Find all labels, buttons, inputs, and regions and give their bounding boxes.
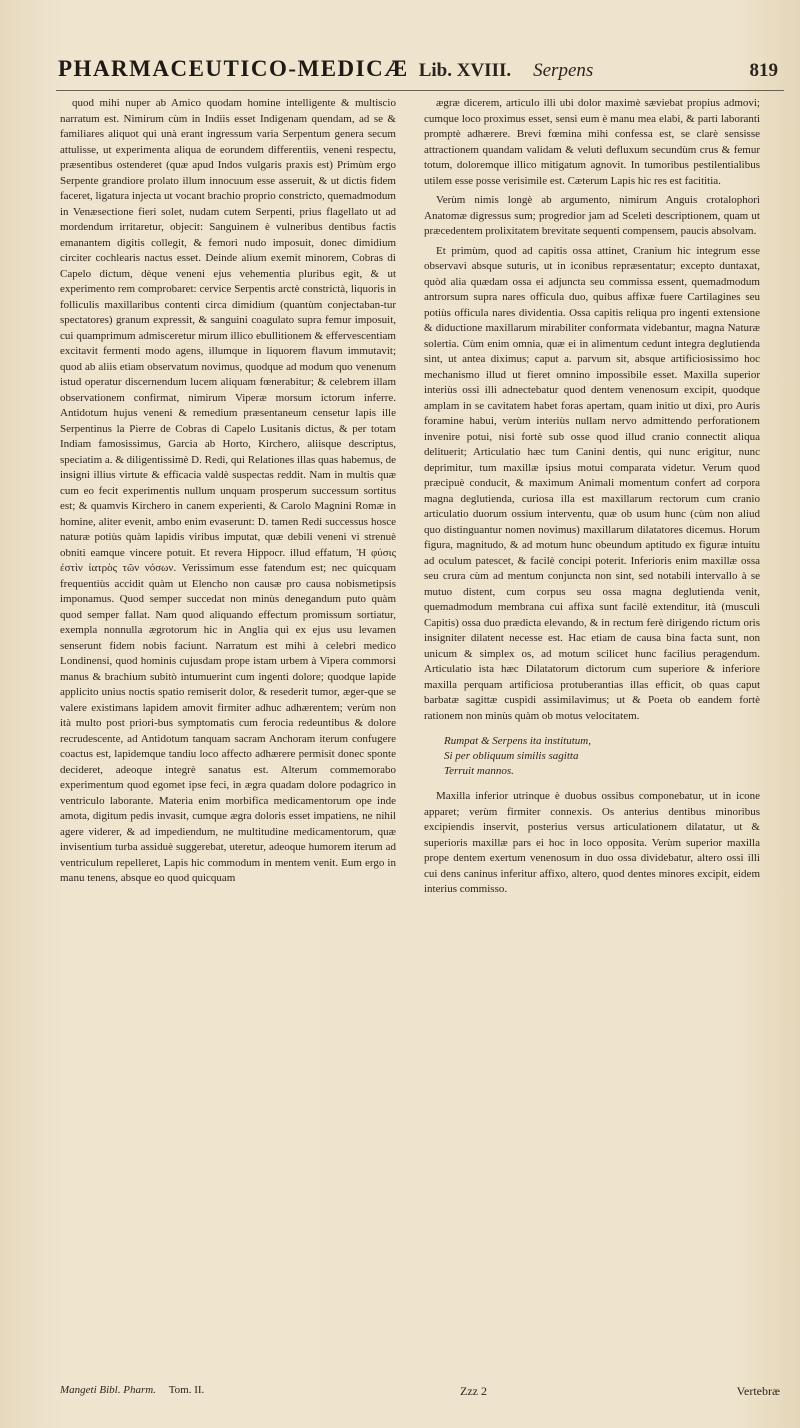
verse-line: Si per obliquum similis sagitta (444, 750, 579, 762)
catchword: Vertebræ (736, 1384, 780, 1398)
running-head (58, 56, 778, 90)
paragraph: Maxilla inferior utrinque è duobus ossibus componebatur, ut in icone apparet; verùm firmiter connexis. Os anterius dentibus minoribus excipiendis inservit, posterius versus articulationem dilatatur, ut & superioris maxillæ pars ei hoc in loco opposita. Verùm superior maxilla prope dentem exertum venenosum in duo ossa dividebatur, altero ossi illi cui dens caninus inferitur affixo, altero, quod dentes minores excipit, eidem interius commisso. (424, 790, 760, 895)
volume-label: Tom. II. (168, 1384, 205, 1396)
paragraph: Verùm nimis longè ab argumento, nimirum Anguis crotalophori Anatomæ digressus sum; progredior jam ad Sceleti descriptionem, quam ut præcedentem prolixitatem brevitate sequenti compensem, paucis absolvam. (424, 194, 760, 237)
paragraph: quod mihi nuper ab Amico quodam homine intelligente & multiscio narratum est. Nimirum cùm in Indiis esset Indigenam quendam, ad se & familiares aliquot qui unà erant ingressum varia Serpentum genera secum attulisse, ut experimenta aliqua de eorundem differentiis, veneni respectu, præsentibus ostenderet (quæ apud Indos vulgaris praxis est) Primùm ergo Serpente grandiore prolato illum innocuum esse asseruit, & ut dictis fidem faceret, ligatura injecta ut vocant brachio proprio constricto, quemadmodum in Venæsectione fieri solet, nudam cutem Serpenti, prius flagellato ut ad mordendum irritaretur, objecit: Sanguinem è vulneribus dentibus factis emanantem digitis collegit, & femori nudo imposuit, donec dimidium circiter cochlearis nactus esset. Deinde alium exemit minorem, Cobras di Capelo dictum, dèque veneni ejus vehementia pluribus egit, & ut experimento rem comprobaret: cervice Serpentis arctè constrictà, liquoris in folliculis maxillaribus contenti circa dimidium (quantùm conjectaban-tur spectatores) granum expressit, & sanguini coagulato supra femur imposuit, cui quamprimum admisceretur mirum illico ebullitionem & effervescentiam excitavit fermenti modo agens, illumque in liquorem flavum immutavit; quod ab aliis etiam observatum novimus, quodque ad modum quo venenum istud operatur discernendum lucem aliquam fœnerabitur; & celebrem illam observationem confirmat, nimirum Viperæ morsum ictorum inferre. Antidotum hujus veneni & remedium præsentaneum censetur lapis ille Serpentinus la Pierre de Cobras di Capelo Lusitanis dictus, & per totam Indiam famosissimus, Garcia ab Horto, Kirchero, aliisque descriptus, speciatim a. & diligentissimè D. Redi, qui Relationes illas quas habemus, de insigni illius virtute & efficacia valdè suspectas reddit. Nam in multis quæ cum eo fecit experimentis nullum unquam prosperum successum sortitus est; & quamvis Kirchero in canem experienti, & Carolo Magnini Romæ in homine, aliter evenit, ambo enim evaserunt: D. tamen Redi successus hosce naturæ potiùs quàm lapidis viribus imputat, quæ debili veneni vi strenuè obniti eamque vincere potuit. Et revera Hippocr. illud effatum, Ἡ φύσις ἐστὶν ἰατρὸς τῶν νόσων. Verissimum esse fatendum est; nec quicquam frequentiùs accidit quàm ut Elencho non causæ pro causa nobismetipsis imponamus. Quod semper succedat non minùs denegandum puto quàm quod semper fallat. Nam quod aliquando effectum promissum sortiatur, exempla nonnulla ægrotorum hic in Anglia qui ex ejus usu levamen senserunt fidem nobis faciunt. Narratum est mihi à celebri medico Londinensi, quod hominis cujusdam prope istam urbem à Vipera commorsi manus & brachium subitò intumuerint cum ingenti dolore; quodque lapide applicito unius noctis spatio remiserit dolor, & resederit tumor, æger-que se valere existimans lapidem amovit firmiter adhuc adhærentem; verùm non ità multo post priori-bus symptomatis cum ferocia redeuntibus & dolore recrudescente, ad Antidotum tanquam sacram Anchoram iterum confugere coactus est, lapidemque tandiu loco affecto adhærere permisit donec sponte decideret, adeoque integrè sanatus est. Alterum commemorabo experimentum quod egomet ipse feci, in ægra quadam dolore podagrico in ventriculo laborante. Materia enim morbifica medicamentorum ope inde amota, digitum pedis invasit, cumque ægra doloris esset impatiens, ne nihil agere viderer, & ad impediendum, ne multitudine medicamentorum, quæ invisentium turba assiduè suggerebat, uteretur, adeoque humorem iterum ad ventriculum repelleret, Lapis hic commodum in mentem venit. Eum ergo in manu tenens, absque eo quod quicquam (60, 97, 396, 884)
verse-line: Terruit mannos. (444, 765, 514, 777)
book-number: Lib. XVIII. (418, 60, 512, 81)
verse-quotation (444, 734, 760, 779)
right-column (424, 96, 760, 1406)
left-column (60, 96, 396, 1406)
signature-mark: Zzz 2 (460, 1384, 487, 1398)
paragraph: Et primùm, quod ad capitis ossa attinet, Cranium hic integrum esse observavi absque suturis, ut in iconibus repræsentatur; excepto duntaxat, quòd alia quædam ossa ei adjuncta seu commissa essent, quemadmodum antrorsum supra nares officula duo, quibus affixæ fuere Cartilagines seu potiùs officula nares dividentia. Ossa capitis reliqua pro ingenti extensione & diductione maxillarum mirabiliter conformata videbantur, magna Naturæ solertia. Cùm enim omnia, quæ ei in alimentum cedunt integra deglutienda sint, ut antea diximus; caput a. parvum sit, absque artificiosissimo hoc mechanismo illud ut fieret omnino impossibile esset. Maxilla superior interiùs ossi illi adnectebatur quod dentem venenosum excipit, quodque amplam in se cavitatem habet foras apertam, quam initio ut dixi, pro Auris foramine habui, verùm interiùs nullam nervo admittendo perforationem invenire potui, nisi fortè sub osse quod illud cranio connectit aliqua delituerit; Articulatio hæc tum Canini dentis, qui nunc erigitur, nunc deprimitur, tum maxillæ ipsius motui comparata videtur. Verum quod præcipuè conducit, & maximum Animali momentum confert ad corpora magna deglutienda, curiosa illa est maxillarum rectorum cum cranio articulatio duorum ossium interventu, quæ ob usum hunc (cùm non aliud quo distinguantur nomen novimus) maxillarum dilatatores dicemus. Horum figura, magnitudo, & ad motum hunc obeundum aptitudo ex figuræ intuitu ad oculum patescet, & facilè concipi poterit. Inferioris enim maxillæ ossa seu crura cùm ad mentum conjuncta non sint, sed notabili intervallo à se mutuo distent, cum corpus seu ossa magna deglutienda venit, quemadmodum membrana cui affixa sunt facilè extenditur, ità (musculi Capitis) ossa duo prædicta elevando, & in rectum ferè dirigendo rictum oris insigniter dilatent necesse est. Hac etiam de causa bina facta sunt, non unicum & simplex os, ad motum scilicet hunc facilius peragendum. Articulatio ista hæc Dilatatorum dictorum cum superiore & inferiore maxilla perquam artificiosa protuberantias illas efficit, ob quas caput barbatæ sagittæ cuspidi assimilavimus; ut & Poeta ob eandem fortè rationem non minùs quàm ob motus velocitatem. (424, 244, 760, 722)
footer-source (60, 1384, 204, 1396)
footer-signature (460, 1384, 780, 1399)
source-title: Mangeti Bibl. Pharm. (60, 1384, 156, 1396)
section-title: Serpens (533, 60, 594, 81)
running-title: PHARMACEUTICO-MEDICÆ (58, 56, 409, 81)
paragraph: ægræ dicerem, articulo illi ubi dolor maximè sæviebat propius admovi; cumque loco proximus esset, sensi eum è manu mea elabi, & parti laboranti promptè adhærere. Brevi fœmina mihi confessa est, se clarè sensisse attractionem quandam validam & veluti defluxum secundùm crus & femur totum, doloremque illico mitigatum agnovit. In tumoribus pestilentialibus utilem esse posse verisimile est. Cæterum Lapis hic res est facititia. (424, 97, 760, 187)
verse-line: Rumpat & Serpens ita institutum, (444, 735, 591, 747)
page-number: 819 (749, 60, 778, 81)
header-rule (56, 90, 784, 91)
